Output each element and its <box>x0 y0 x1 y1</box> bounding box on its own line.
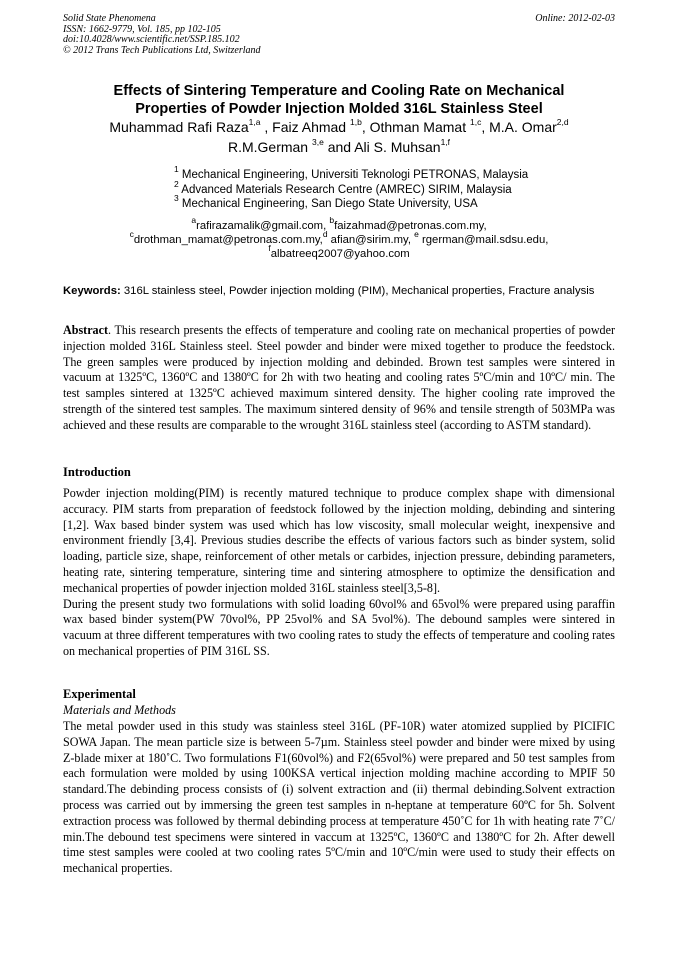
experimental-body <box>63 719 615 877</box>
email-superscript: c <box>129 229 134 240</box>
email-superscript: f <box>268 243 271 254</box>
keywords-text: 316L stainless steel, Powder injection molding (PIM), Mechanical properties, Fracture analysis <box>120 285 595 297</box>
email-superscript: d <box>322 229 328 240</box>
abstract <box>63 323 615 434</box>
introduction-heading: Introduction <box>63 465 131 479</box>
materials-methods-subheading: Materials and Methods <box>63 703 176 717</box>
keywords <box>63 285 615 299</box>
affiliation-number: 1 <box>174 164 179 175</box>
affiliation-1 <box>174 164 529 183</box>
email-line-2 <box>40 229 638 247</box>
affiliation-text: Mechanical Engineering, Universiti Teknologi PETRONAS, Malaysia <box>178 169 529 181</box>
copyright-line: © 2012 Trans Tech Publications Ltd, Switzerland <box>63 44 261 56</box>
email-address: rafirazamalik@gmail.com, <box>196 220 330 232</box>
author-list <box>40 118 638 157</box>
author-name: Othman Mamat <box>369 119 470 135</box>
experimental-paragraph-1: The metal powder used in this study was stainless steel 316L (PF-10R) water atomized supplied by PICIFIC SOWA Japan. The mean particle size is between 5-7µm. Stainless steel powder and binder were mixed by using Z-blade mixer at 180˚C. Two formulations F1(60vol%) and F2(65vol%) were prepared and 50 test samples from each formulation were molded by using 100KSA vertical injection molding machine according to MPIF 50 standard.The debinding process consists of (i) solvent extraction and (ii) thermal debinding.Solvent extraction process was carried out by immersing the green test samples in n-heptane at temperature 60ºC for 5h. Solvent extraction process was followed by thermal debinding process at temperature 450˚C for 1h with heating rate 7˚C/ min.The debound test specimens were sintered in vaccum at 1325ºC, 1360ºC and 1380ºC for 2h. After dewell time stest samples were cooled at two cooling rates 5ºC/min and 10ºC/min were used to study their effects on mechanical properties. <box>63 719 615 876</box>
email-address: afian@sirim.my, <box>327 234 415 246</box>
affiliation-2 <box>174 178 528 198</box>
email-address: albatreeq2007@yahoo.com <box>270 248 410 260</box>
email-line-3 <box>40 243 638 261</box>
affiliation-text: Advanced Materials Research Centre (AMREC) SIRIM, Malaysia <box>178 183 512 196</box>
author-superscript: 1,c <box>469 117 482 128</box>
affiliations <box>174 164 529 212</box>
author-name: M.A. Omar <box>489 119 557 135</box>
online-date: Online: 2012-02-03 <box>535 13 615 24</box>
email-address: drothman_mamat@petronas.com.my, <box>133 234 323 246</box>
author-name: Muhammad Rafi Raza <box>109 119 249 135</box>
author-superscript: 2,d <box>556 117 569 128</box>
author-name: Faiz Ahmad <box>272 119 350 135</box>
author-line-1 <box>40 118 638 138</box>
affiliation-number: 3 <box>174 193 179 204</box>
keywords-label: Keywords: <box>63 285 121 297</box>
journal-header <box>63 14 615 56</box>
email-address: rgerman@mail.sdsu.edu, <box>418 234 549 246</box>
introduction-body <box>63 486 615 660</box>
email-superscript: b <box>329 215 335 226</box>
author-conjunction: and <box>323 138 355 155</box>
introduction-paragraph-2: During the present study two formulations with solid loading 60vol% and 65vol% were prepared using paraffin wax based binder system(PW 70vol%, PP 25vol% and SA 5vol%). The debound samples were sintered in vacuum at three different temperatures with two cooling rates to study the effects of temperature and cooling rates on mechanical properties of PIM 316L SS. <box>63 596 615 658</box>
author-superscript: 1,a <box>248 117 261 128</box>
author-separator: , <box>481 119 490 135</box>
affiliation-3 <box>174 193 528 212</box>
author-superscript: 1,b <box>350 117 362 128</box>
introduction-paragraph-1: Powder injection molding(PIM) is recently matured technique to produce complex shape with dimensional accuracy. PIM starts from preparation of feedstock followed by the injection molding, debinding and sintering [1,2]. Wax based binder system was used which has low viscosity, small molecular weight, inexpensive and environment friendly [3,4]. Previous studies describe the effects of various factors such as binder system, solid loading, particle size, shape, reinforcement of other metals or carbides, injection pressure, debinding parameters, heating rate, sintering temperature, sintering time and sintering atmosphere to optimize the densification and mechanical properties of powder injection molded 316L stainless steel[3,5-8]. <box>63 486 615 595</box>
author-superscript: 3,e <box>311 136 324 147</box>
title-line-2: Properties of Powder Injection Molded 316L Stainless Steel <box>135 101 543 117</box>
affiliation-text: Mechanical Engineering, San Diego State University, USA <box>178 198 478 210</box>
author-superscript: 1,f <box>440 136 451 147</box>
author-emails <box>40 215 638 261</box>
email-superscript: e <box>414 229 419 240</box>
doi-line: doi:10.4028/www.scientific.net/SSP.185.102 <box>63 34 240 45</box>
affiliation-number: 2 <box>174 178 179 189</box>
abstract-text: . This research presents the effects of temperature and cooling rate on mechanical properties of powder injection molded 316L Stainless steel. Steel powder and binder were mixed together to produce the feedstock. The green samples were produced by injection molding and debinded. Brown test samples were sintered in vacuum at 1325ºC, 1360ºC and 1380ºC for 2h with two heating and cooling rates 5ºC/min and 10ºC/ min. The test samples sintered at 1325ºC achieved maximum sintered density. The higher cooling rate improved the strength of the sintered test samples. The maximum sintered density of 96% and tensile strength of 503MPa was achieved and these results are comparable to the wrought 316L stainless steel (according to ASTM standard). <box>63 323 615 432</box>
experimental-heading: Experimental <box>63 687 136 701</box>
issn-line: ISSN: 1662-9779, Vol. 185, pp 102-105 <box>63 23 221 35</box>
author-line-2 <box>40 138 638 158</box>
journal-name: Solid State Phenomena <box>63 13 156 24</box>
author-separator: , <box>361 119 370 135</box>
paper-title <box>40 82 638 118</box>
email-address: faizahmad@petronas.com.my, <box>334 220 487 232</box>
author-name: Ali S. Muhsan <box>354 138 441 155</box>
author-name: R.M.German <box>227 138 312 155</box>
title-line-1: Effects of Sintering Temperature and Cooling Rate on Mechanical <box>113 83 565 99</box>
abstract-label: Abstract <box>63 323 109 337</box>
email-superscript: a <box>191 215 197 226</box>
author-separator: , <box>260 119 273 135</box>
